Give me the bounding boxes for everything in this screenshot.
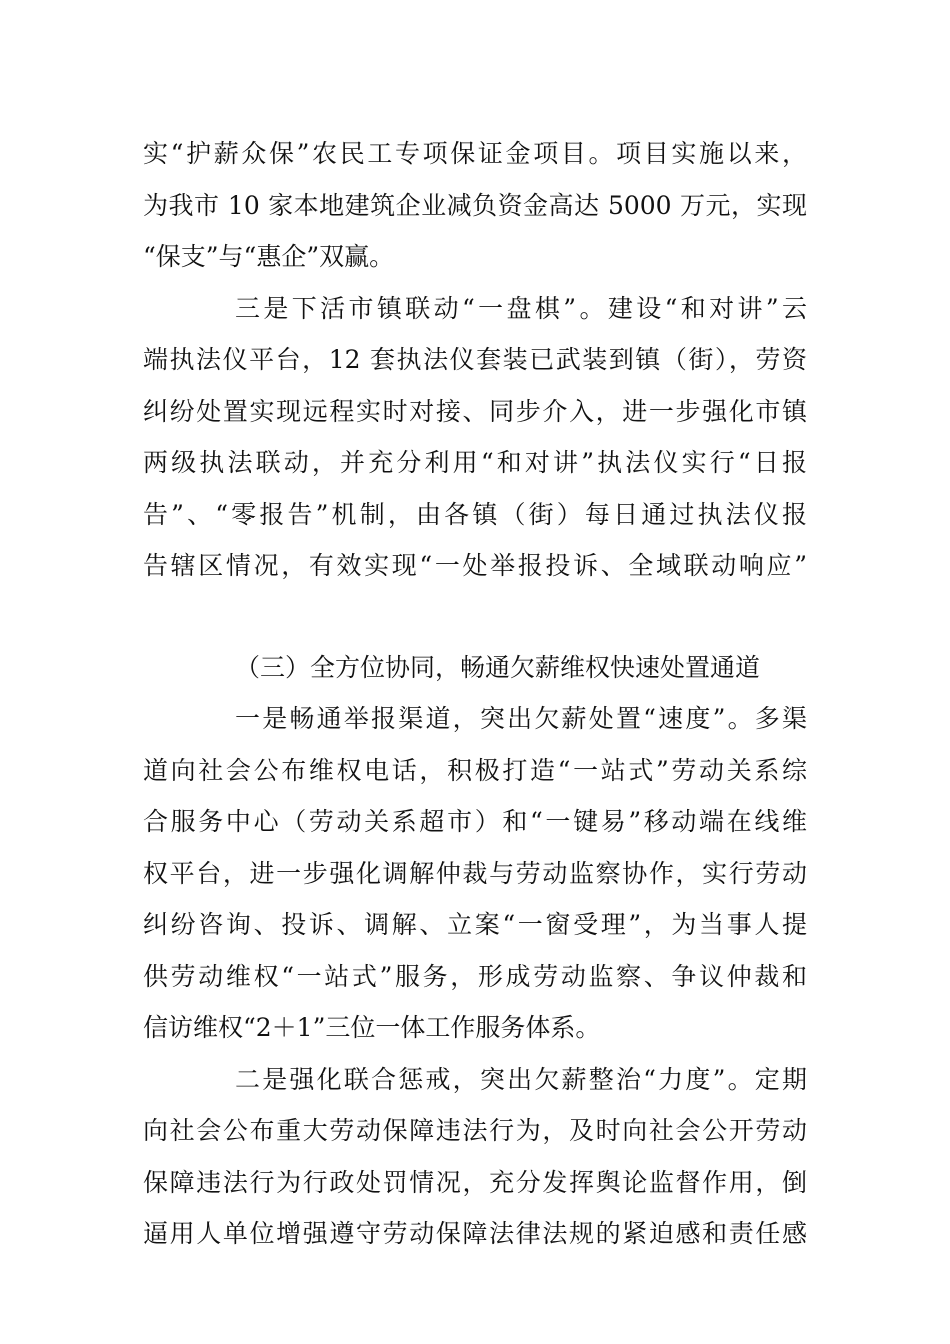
paragraph-gap <box>143 592 807 642</box>
text-line: 告”、“零报告”机制，由各镇（街）每日通过执法仪报 <box>143 499 807 529</box>
text-line: 供劳动维权“一站式”服务，形成劳动监察、争议仲裁和 <box>143 961 807 991</box>
text-line: 三是下活市镇联动“一盘棋”。建设“和对讲”云 <box>235 293 807 323</box>
text-line: 纠纷咨询、投诉、调解、立案“一窗受理”，为当事人提 <box>143 910 807 939</box>
text-line: 纠纷处置实现远程实时对接、同步介入，进一步强化市镇 <box>143 396 807 426</box>
text-line: 信访维权“2＋1”三位一体工作服务体系。 <box>143 1013 601 1042</box>
text-line: 为我市 10 家本地建筑企业减负资金高达 5000 万元，实现 <box>143 190 807 220</box>
document-body <box>143 128 807 1260</box>
text-line: “保支”与“惠企”双赢。 <box>143 242 395 271</box>
paragraph-reporting-channels <box>143 693 807 1054</box>
text-line: 二是强化联合惩戒，突出欠薪整治“力度”。定期 <box>235 1064 807 1094</box>
text-line: 实“护薪众保”农民工专项保证金项目。项目实施以来， <box>143 139 807 168</box>
text-line: 保障违法行为行政处罚情况，充分发挥舆论监督作用，倒 <box>143 1167 807 1197</box>
text-line: 一是畅通举报渠道，突出欠薪处置“速度”。多渠 <box>235 704 807 733</box>
text-line: 两级执法联动，并充分利用“和对讲”执法仪实行“日报 <box>143 448 807 477</box>
paragraph-continuation <box>143 128 807 283</box>
text-line: 权平台，进一步强化调解仲裁与劳动监察协作，实行劳动 <box>143 858 807 888</box>
section-heading <box>143 642 807 694</box>
paragraph-city-town-linkage <box>143 283 807 592</box>
text-line: 告辖区情况，有效实现“一处举报投诉、全域联动响应” <box>143 551 807 580</box>
paragraph-joint-punishment <box>143 1054 807 1260</box>
text-line: 端执法仪平台，12 套执法仪套装已武装到镇（街），劳资 <box>143 345 807 374</box>
heading-line: （三）全方位协同，畅通欠薪维权快速处置通道 <box>235 652 761 682</box>
text-line: 道向社会公布维权电话，积极打造“一站式”劳动关系综 <box>143 755 807 785</box>
text-line: 逼用人单位增强遵守劳动保障法律法规的紧迫感和责任感 <box>143 1219 807 1248</box>
text-line: 合服务中心（劳动关系超市）和“一键易”移动端在线维 <box>143 807 807 836</box>
text-line: 向社会公布重大劳动保障违法行为，及时向社会公开劳动 <box>143 1116 807 1145</box>
